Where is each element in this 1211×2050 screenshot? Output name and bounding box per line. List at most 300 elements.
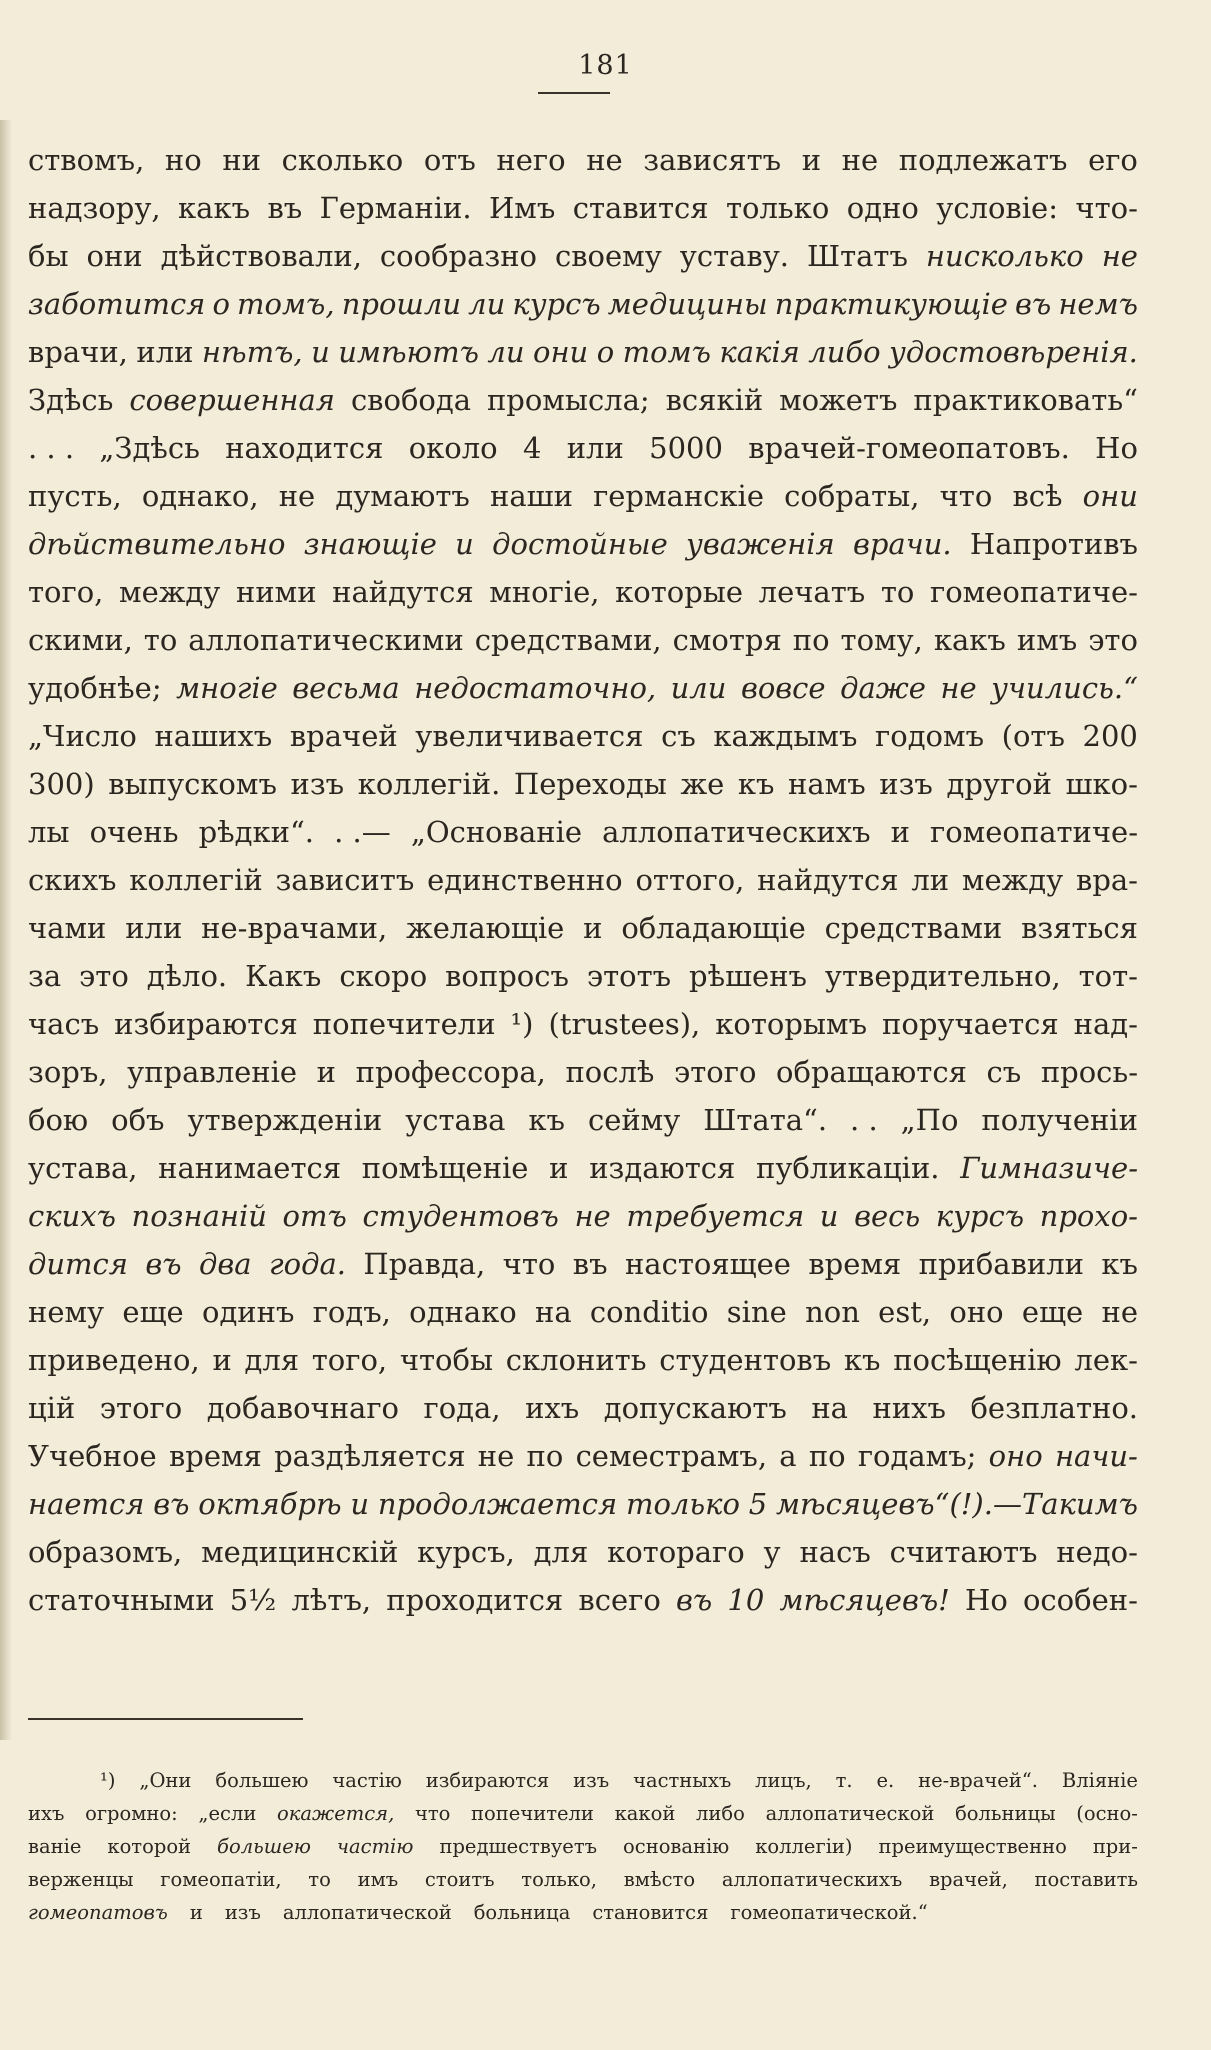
word: въ [153,1487,190,1521]
word: аллопатическими [188,623,464,657]
word: ли [468,287,506,321]
word: наши [490,479,573,513]
word: статочными [28,1583,215,1617]
word: нихъ [872,1391,946,1425]
word: Штата“. [703,1103,828,1137]
word: бою [28,1103,89,1137]
main-text [28,136,1138,1624]
word: то [143,623,178,657]
word: сейму [587,1103,681,1137]
word: Здѣсь [28,383,114,417]
word: не [940,671,977,705]
word: Какъ [245,959,322,993]
word: гомеопатиче- [930,815,1138,849]
word: учились.“ [991,671,1138,705]
footnote-separator [28,1718,303,1720]
word: и [311,335,330,369]
page-gutter-shadow [0,120,12,1740]
word: зоръ, [28,1055,108,1089]
word: (отъ [1001,719,1065,753]
word: практикующіе [774,287,1008,321]
word: единственно [427,863,623,897]
word: настоящее [624,1247,791,1281]
word: объ [111,1103,165,1137]
word: Германіи. [319,191,472,225]
word: и [455,527,474,561]
text-line [28,904,1138,952]
word: томъ [622,335,711,369]
word: Напротивъ [969,527,1138,561]
word: семестрамъ, [575,1439,768,1473]
word: свобода [350,383,472,417]
word: всего [578,1583,661,1617]
word: какъ [178,191,251,225]
word: мѣсяцевъ! [779,1583,950,1617]
word: даже [840,671,926,705]
word: того, [28,575,104,609]
word: весьма [292,671,400,705]
word: по [808,1439,846,1473]
word: 4 [522,431,542,465]
word: годамъ; [857,1439,977,1473]
text-line [28,1576,1138,1624]
text-line [28,1192,1138,1240]
word: надзору, [28,191,161,225]
word: ваніе [28,1835,82,1858]
word: т. [835,1769,853,1792]
word: посѣщенію [893,1343,1062,1377]
word: аллопатической [765,1802,935,1825]
footnote-line [28,1896,1138,1929]
word: однако, [141,479,259,513]
word: ствомъ, [28,143,145,177]
word: около [408,431,498,465]
word: помѣщеніе [361,1151,529,1185]
text-line [28,1096,1138,1144]
word: большею [217,1835,311,1858]
footnote-text [28,1764,1138,1929]
word: либо [808,335,881,369]
word: выпускомъ [108,767,277,801]
text-line [28,136,1138,184]
word: находится [225,431,384,465]
word: устава, [28,1151,138,1185]
word: избираются [114,1007,298,1041]
word: рѣдки“. [198,815,314,849]
word: чтобы [399,1343,494,1377]
word: смотря [672,623,782,657]
word: над- [1073,1007,1138,1041]
word: годъ, [312,1295,391,1329]
word: становится [592,1901,709,1924]
word: зависятъ [643,143,782,177]
word: е. [876,1769,895,1792]
word: поручается [882,1007,1059,1041]
word: курсъ, [417,1535,515,1569]
word: скоро [339,959,428,993]
word: больницы [955,1802,1056,1825]
word: проходится [386,1583,564,1617]
word: не [586,143,623,177]
word: non [805,1295,860,1329]
word: время [168,1439,262,1473]
word: найдутся [757,863,899,897]
word: средствами [824,911,1003,945]
word: взяться [1021,911,1138,945]
word: добавочнаго [206,1391,399,1425]
word: прибавили [918,1247,1085,1281]
word: практиковать“ [913,383,1138,417]
word: и [890,815,910,849]
word: что- [1075,191,1138,225]
word: вра- [1076,863,1138,897]
word: нему [28,1295,105,1329]
word: одинъ [201,1295,295,1329]
word: нисколько [925,239,1084,273]
word: образомъ, [28,1535,183,1569]
word: ихъ [28,1802,65,1825]
word: октябрѣ [198,1487,342,1521]
word: изъ [224,1901,261,1924]
word: на [534,1295,572,1329]
word: года, [423,1391,501,1425]
word: ли [911,863,950,897]
word: курсъ [935,1199,1025,1233]
word: частію [336,1835,414,1858]
word: требуется [626,1199,805,1233]
word: промысла; [486,383,650,417]
word: совершенная [129,383,336,417]
word: Переходы [513,767,667,801]
word: скими, [28,623,133,657]
word: то [308,1868,331,1891]
word: что [502,1247,556,1281]
word: предшествуетъ [439,1835,598,1858]
word: отъ [423,143,476,177]
word: два [199,1247,252,1281]
word: можетъ [779,383,898,417]
word: думаютъ [335,479,470,513]
text-line [28,424,1138,472]
word: не [477,1439,515,1473]
word: достойные [492,527,668,561]
word: этотъ [586,959,672,993]
word: года. [269,1247,347,1281]
word: и [801,143,822,177]
word: условіе: [936,191,1058,225]
word: только [625,1487,740,1521]
word: гомеопатіи, [160,1868,282,1891]
word: не [841,143,879,177]
word: огромно: [85,1802,178,1825]
word: тому, [840,623,923,657]
word: ¹) [510,1007,534,1041]
word: или [670,671,727,705]
word: управленіе [127,1055,298,1089]
word: гомеопатовъ [28,1901,168,1924]
word: отъ [282,1199,347,1233]
word: коллегій. [357,767,501,801]
word: дѣйствительно [28,527,286,561]
word: удобнѣе; [28,671,162,705]
word: къ [528,1103,565,1137]
word: либо [696,1802,745,1825]
word: врачей [289,719,398,753]
word: о [212,287,230,321]
word: дится [28,1247,128,1281]
word: недостаточно, [414,671,657,705]
word: всѣ [1012,479,1063,513]
word: его [1088,143,1138,177]
word: основанію [623,1835,730,1858]
word: раздѣляется [274,1439,466,1473]
word: для [533,1535,589,1569]
word: скихъ [28,863,117,897]
word: . . . [28,431,75,465]
word: всякій [665,383,764,417]
word: цій [28,1391,76,1425]
word: къ [843,1343,881,1377]
word: время [808,1247,902,1281]
text-line [28,952,1138,1000]
text-line [28,664,1138,712]
word: „Они [139,1769,192,1792]
text-line [28,760,1138,808]
word: . . [850,1103,878,1137]
word: „Здѣсь [99,431,200,465]
word: попечители [312,1007,496,1041]
word: медицины [607,287,768,321]
word: очень [89,815,179,849]
word: врачи, [28,335,128,369]
word: окажется, [277,1802,395,1825]
word: 10 [727,1583,765,1617]
word: врачей-гомеопатовъ. [748,431,1070,465]
word: приведено, [28,1343,200,1377]
word: аллопатическихъ [721,1868,903,1891]
text-line [28,616,1138,664]
word: дѣло. [146,959,228,993]
word: аллопатическихъ [602,815,871,849]
word: считаютъ [889,1535,1038,1569]
word: чами [28,911,107,945]
word: прось- [1040,1055,1138,1089]
word: (осно- [1076,1802,1138,1825]
word: въ [572,1247,608,1281]
word: начи- [1054,1439,1138,1473]
word: не [1101,239,1138,273]
word: шко- [1065,767,1138,801]
text-line [28,1528,1138,1576]
word: этого [674,1055,757,1089]
word: это [79,959,129,993]
word: къ [737,767,775,801]
word: Правда, [363,1247,486,1281]
word: познаній [131,1199,267,1233]
word: ставится [572,191,709,225]
text-line [28,1480,1138,1528]
word: ни [222,143,261,177]
word: ними [235,575,317,609]
word: въ [145,1247,182,1281]
word: увеличивается [415,719,644,753]
word: нашихъ [154,719,273,753]
text-line [28,1144,1138,1192]
word: пусть, [28,479,122,513]
page-number-rule [538,92,610,94]
word: 5½ [229,1583,277,1617]
word: Но [1095,431,1138,465]
text-line [28,472,1138,520]
word: полученіи [981,1103,1138,1137]
word: между [119,575,221,609]
word: еще [122,1295,184,1329]
word: средствами, [474,623,662,657]
word: безплатно. [970,1391,1138,1425]
word: они [532,335,589,369]
word: гомеопатиче- [930,575,1138,609]
word: имъ [357,1868,399,1891]
word: нѣтъ, [201,335,303,369]
word: это [1088,623,1138,657]
word: преимущественно [878,1835,1067,1858]
word: и [350,1487,370,1521]
word: къ [1101,1247,1138,1281]
word: между [961,863,1064,897]
word: поставить [1034,1868,1138,1891]
word: обращаются [776,1055,967,1089]
word: на [811,1391,848,1425]
word: 5000 [649,431,723,465]
footnote-line [28,1863,1138,1896]
word: того, [311,1343,388,1377]
word: стоитъ [424,1868,495,1891]
word: и [549,1151,569,1185]
word: и [316,1055,336,1089]
word: утвержденіи [187,1103,383,1137]
word: удостовѣренія. [889,335,1138,369]
word: они [1082,479,1138,513]
word: не [278,479,316,513]
word: съ [661,719,696,753]
text-line [28,1336,1138,1384]
word: только [725,191,830,225]
word: или [125,911,183,945]
word: по [792,623,830,657]
word: въ [676,1583,713,1617]
word: оно [988,1439,1043,1473]
word: томъ, [237,287,335,321]
word: больница [473,1901,571,1924]
word: своему [554,239,662,273]
word: вопросъ [445,959,569,993]
word: годомъ [875,719,985,753]
page-number: 181 [578,50,633,81]
word: лек- [1074,1343,1138,1377]
word: устава [405,1103,506,1137]
word: „Основаніе [410,815,583,849]
word: которые [615,575,744,609]
word: коллегіи) [755,1835,853,1858]
word: имъ [1016,623,1078,657]
word: найдутся [332,575,474,609]
word: подлежатъ [898,143,1068,177]
word: еще [1021,1295,1084,1329]
word: частію [332,1769,402,1792]
word: многіе [176,671,278,705]
word: въ [1015,287,1052,321]
text-line [28,328,1138,376]
word: „По [900,1103,959,1137]
footnote-line [28,1764,1138,1797]
word: Имъ [489,191,556,225]
word: желающіе [406,911,565,945]
word: о [596,335,615,369]
word: намъ [788,767,866,801]
word: германскіе [593,479,764,513]
word: „если [198,1802,257,1825]
word: какъ [933,623,1006,657]
word: только, [521,1868,597,1891]
word: sine [726,1295,787,1329]
word: что [939,479,993,513]
word: имѣютъ [338,335,479,369]
word: студентовъ [362,1199,559,1233]
word: или [566,431,624,465]
word: вовсе [740,671,826,705]
text-line [28,184,1138,232]
word: они [86,239,143,273]
word: то [880,575,915,609]
word: частныхъ [633,1769,732,1792]
word: или [136,335,194,369]
word: не [1101,1295,1138,1329]
word: знающіе [303,527,437,561]
word: съ [986,1055,1022,1089]
word: и [189,1901,203,1924]
word: избираются [425,1769,550,1792]
footnote-line [28,1797,1138,1830]
word: дѣйствовали, [160,239,362,273]
word: особен- [1022,1583,1138,1617]
word: немъ [1058,287,1138,321]
word: ли [487,335,525,369]
text-line [28,280,1138,328]
word: лы [28,815,70,849]
word: курсъ [512,287,601,321]
word: Вліяніе [1061,1769,1138,1792]
word: сообразно [379,239,538,273]
word: изъ [290,767,345,801]
word: по [526,1439,564,1473]
word: врачи. [852,527,952,561]
word: допускаютъ [603,1391,787,1425]
word: ихъ [525,1391,580,1425]
text-line [28,376,1138,424]
word: что [414,1802,451,1825]
word: каждымъ [713,719,858,753]
word: conditio [589,1295,709,1329]
word: (trustees), [548,1007,701,1041]
word: лицъ, [755,1769,812,1792]
word: . .— [334,815,391,849]
word: продолжается [377,1487,618,1521]
word: прохо- [1039,1199,1138,1233]
word: издаются [589,1151,736,1185]
word: обладающіе [621,911,806,945]
word: уставу. [679,239,790,273]
word: публикаціи. [756,1151,940,1185]
